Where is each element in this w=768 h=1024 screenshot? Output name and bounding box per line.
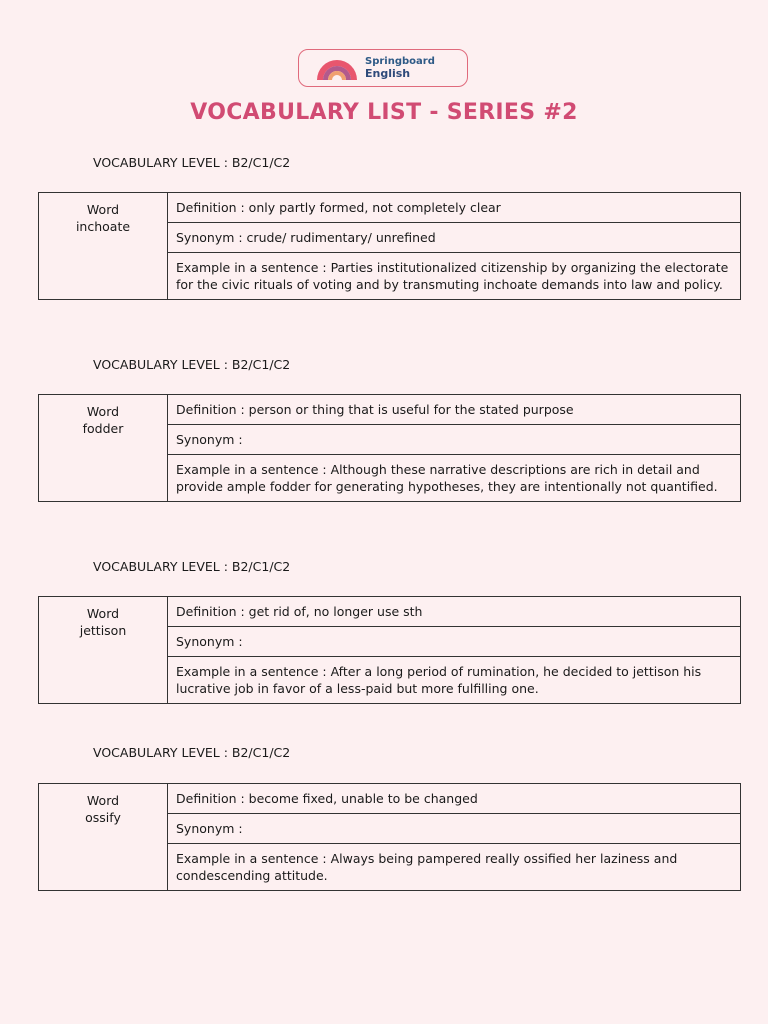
vocabulary-level-label: VOCABULARY LEVEL : B2/C1/C2	[93, 559, 291, 574]
vocabulary-level-label: VOCABULARY LEVEL : B2/C1/C2	[93, 745, 291, 760]
logo-text-bottom: English	[365, 67, 411, 80]
definition-cell: Definition : person or thing that is useful for the stated purpose	[168, 395, 741, 425]
definition-cell: Definition : get rid of, no longer use sth	[168, 597, 741, 627]
example-cell: Example in a sentence : Parties institutionalized citizenship by organizing the electorate for the civic rituals of voting and by transmuting inchoate demands into law and policy.	[168, 253, 741, 300]
page-title: VOCABULARY LIST - SERIES #2	[190, 100, 578, 125]
synonym-cell: Synonym : crude/ rudimentary/ unrefined	[168, 223, 741, 253]
word-value: ossify	[85, 810, 121, 825]
example-cell: Example in a sentence : Always being pampered really ossified her laziness and condescending attitude.	[168, 844, 741, 891]
vocab-table	[38, 394, 741, 502]
word-cell	[39, 784, 168, 891]
example-cell: Example in a sentence : After a long period of rumination, he decided to jettison his lucrative job in favor of a less-paid but more fulfilling one.	[168, 657, 741, 704]
synonym-cell: Synonym :	[168, 627, 741, 657]
word-cell	[39, 597, 168, 704]
example-cell: Example in a sentence : Although these narrative descriptions are rich in detail and provide ample fodder for generating hypotheses, they are intentionally not quantified.	[168, 455, 741, 502]
vocab-table	[38, 596, 741, 704]
word-value: jettison	[79, 623, 127, 638]
word-cell	[39, 395, 168, 502]
logo-text-top: Springboard	[365, 56, 435, 67]
logo	[298, 49, 468, 87]
rainbow-logo-icon	[315, 56, 359, 80]
word-value: inchoate	[75, 219, 131, 234]
synonym-cell: Synonym :	[168, 425, 741, 455]
word-label: Word	[86, 793, 120, 808]
word-cell	[39, 193, 168, 300]
word-label: Word	[86, 202, 120, 217]
vocabulary-level-label: VOCABULARY LEVEL : B2/C1/C2	[93, 357, 291, 372]
word-value: fodder	[82, 421, 124, 436]
definition-cell: Definition : only partly formed, not completely clear	[168, 193, 741, 223]
vocab-table	[38, 192, 741, 300]
word-label: Word	[86, 404, 120, 419]
synonym-cell: Synonym :	[168, 814, 741, 844]
definition-cell: Definition : become fixed, unable to be changed	[168, 784, 741, 814]
word-label: Word	[86, 606, 120, 621]
vocabulary-level-label: VOCABULARY LEVEL : B2/C1/C2	[93, 155, 291, 170]
vocab-table	[38, 783, 741, 891]
